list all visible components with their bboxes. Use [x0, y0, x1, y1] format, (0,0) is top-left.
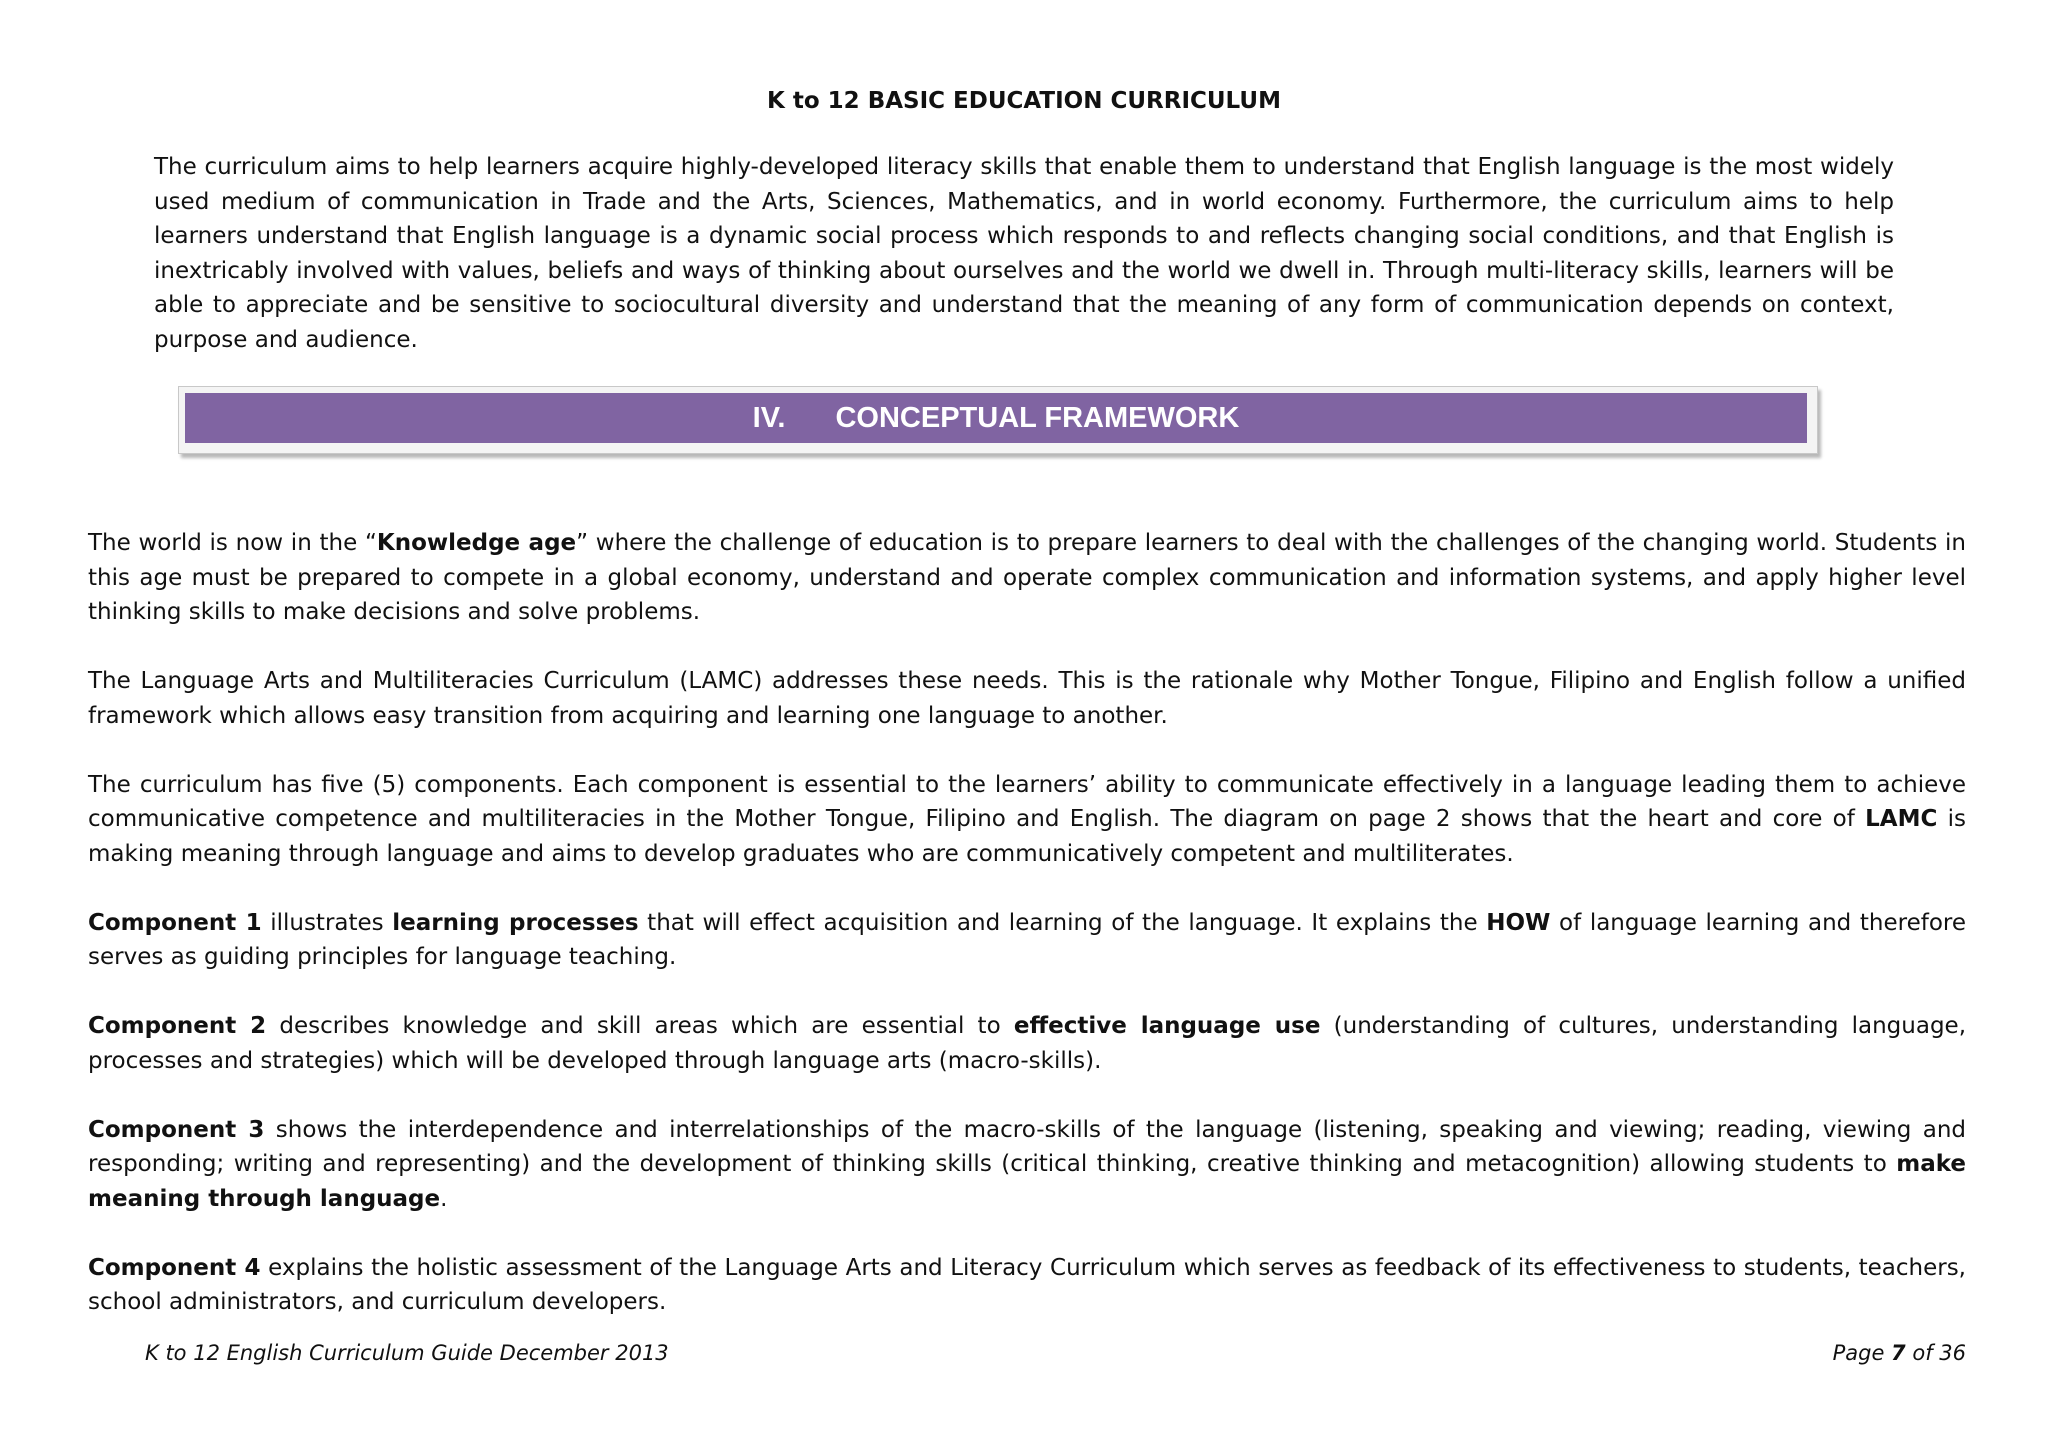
current-page: 7	[1891, 1341, 1906, 1365]
component-4-label: Component 4	[88, 1254, 261, 1281]
section-heading-bar	[185, 393, 1807, 443]
body-content	[88, 526, 1966, 1354]
paragraph-component-3: Component 3 shows the interdependence and interrelationships of the macro-skills of the language (listening, speaking and viewing; reading, viewing and responding; writing and representing) and the development of thinking skills (critical thinking, creative thinking and metacognition) allowing students to make meaning through language.	[88, 1116, 1967, 1212]
paragraph-components: The curriculum has five (5) components. Each component is essential to the learners’ ability to communicate effectively in a language leading them to achieve communicative competence and multiliteracies in the Mother Tongue, Filipino and English. The diagram on page 2 shows that the heart and core of LAMC is making meaning through language and aims to develop graduates who are communicatively competent and multiliterates.	[88, 771, 1966, 867]
footer-page-number: Page 7 of 36	[1832, 1341, 1966, 1365]
component-3-label: Component 3	[88, 1116, 265, 1143]
page-title: K to 12 BASIC EDUCATION CURRICULUM	[767, 88, 1281, 114]
section-title: CONCEPTUAL FRAMEWORK	[835, 401, 1240, 434]
intro-paragraph: The curriculum aims to help learners acquire highly-developed literacy skills that enable them to understand that English language is the most widely used medium of communication in Trade and the Arts, Sciences, Mathematics, and in world economy. Furthermore, the curriculum aims to help learners understand that English language is a dynamic social process which responds to and reflects changing social conditions, and that English is inextricably involved with values, beliefs and ways of thinking about ourselves and the world we dwell in. Through multi-literacy skills, learners will be able to appreciate and be sensitive to sociocultural diversity and understand that the meaning of any form of communication depends on context, purpose and audience.	[154, 154, 1894, 353]
bold-knowledge-age: Knowledge age	[376, 530, 577, 556]
paragraph-component-4: Component 4 explains the holistic assessment of the Language Arts and Literacy Curriculum which serves as feedback of its effectiveness to students, teachers, school administrators, and curriculum developers.	[88, 1254, 1966, 1315]
component-2-label: Component 2	[88, 1013, 267, 1039]
paragraph-component-2: Component 2 describes knowledge and skill areas which are essential to effective language use (understanding of cultures, understanding language, processes and strategies) which will be developed through language arts (macro-skills).	[88, 1013, 1967, 1074]
section-heading-box	[178, 386, 1818, 454]
paragraph-component-1: Component 1 illustrates learning processes that will effect acquisition and learning of the language. It explains the HOW of language learning and therefore serves as guiding principles for language teaching.	[88, 909, 1966, 970]
paragraph-knowledge-age: The world is now in the “Knowledge age” where the challenge of education is to prepare learners to deal with the challenges of the changing world. Students in this age must be prepared to compete in a global economy, understand and operate complex communication and information systems, and apply higher level thinking skills to make decisions and solve problems.	[88, 530, 1966, 625]
footer-guide-title: K to 12 English Curriculum Guide December 2013	[145, 1341, 669, 1365]
component-1-label: Component 1	[88, 909, 262, 936]
section-number: IV.	[752, 401, 786, 434]
paragraph-lamc: The Language Arts and Multiliteracies Curriculum (LAMC) addresses these needs. This is the rationale why Mother Tongue, Filipino and English follow a unified framework which allows easy transition from acquiring and learning one language to another.	[88, 668, 1966, 729]
bold-lamc: LAMC	[1865, 806, 1938, 832]
